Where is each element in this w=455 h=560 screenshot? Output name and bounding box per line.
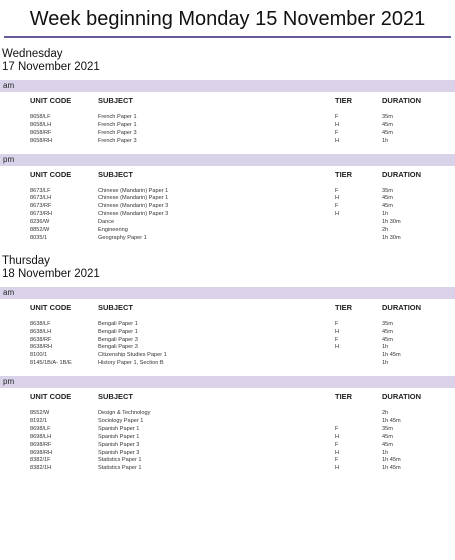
cell-subject: Statistics Paper 1 [98, 465, 142, 472]
day-weekday: Thursday [2, 254, 50, 267]
cell-duration: 45m [382, 203, 393, 210]
cell-duration: 35m [382, 425, 393, 432]
cell-tier [335, 235, 382, 243]
cell-unit-code: 8673/LF [30, 187, 51, 194]
cell-subject: Chinese (Mandarin) Paper 1 [98, 195, 169, 202]
session-band: am [0, 80, 455, 92]
cell-subject: Design & Technology [98, 410, 151, 417]
cell-subject: Sociology Paper 1 [98, 418, 144, 425]
cell-tier [335, 227, 382, 235]
cell-tier: F [335, 203, 339, 210]
table-row [0, 114, 455, 122]
cell-subject: Dance [98, 219, 115, 226]
header-tier: TIER [335, 302, 353, 312]
cell-tier: F [335, 425, 339, 432]
cell-unit-code: 8698/LH [30, 433, 52, 440]
cell-unit-code: 8638/RF [30, 336, 52, 343]
cell-duration: 45m [382, 129, 393, 136]
cell-subject: Statistics Paper 1 [98, 457, 142, 464]
header-duration: DURATION [382, 392, 422, 402]
cell-duration: 1h 45m [382, 418, 401, 425]
cell-duration: 45m [382, 336, 393, 343]
cell-unit-code: 8552/W [30, 410, 50, 417]
table-row [0, 211, 455, 219]
session-band: am [0, 287, 455, 299]
cell-unit-code: 8852/W [30, 227, 50, 234]
cell-duration: 1h [382, 137, 389, 144]
table-rows [0, 183, 455, 245]
cell-subject: History Paper 1, Section B [98, 360, 164, 367]
header-unit-code: UNIT CODE [30, 96, 72, 105]
cell-subject: Spanish Paper 1 [98, 425, 140, 432]
table-row [0, 457, 455, 465]
cell-tier [335, 219, 382, 227]
cell-unit-code: 8673/RH [30, 211, 53, 218]
timetable [0, 48, 455, 475]
table-header [0, 299, 455, 316]
day-heading [2, 255, 455, 281]
header-subject: SUBJECT [98, 392, 134, 402]
table-row [0, 219, 455, 227]
table-row [0, 235, 455, 243]
header-unit-code: UNIT CODE [30, 392, 72, 402]
cell-tier: F [335, 187, 339, 194]
cell-unit-code: 8145/1B/A- 1B/E [30, 360, 72, 367]
cell-duration: 1h [382, 344, 389, 351]
cell-tier [335, 352, 382, 360]
cell-unit-code: 8673/LH [30, 195, 52, 202]
cell-duration: 35m [382, 320, 393, 327]
cell-unit-code: 8236/W [30, 219, 50, 226]
table-row [0, 465, 455, 473]
table-row [0, 426, 455, 434]
table-rows [0, 316, 455, 370]
cell-unit-code: 8673/RF [30, 203, 52, 210]
cell-tier: H [335, 449, 340, 456]
cell-unit-code: 8658/LF [30, 114, 51, 120]
cell-tier: F [335, 336, 339, 343]
page-title: Week beginning Monday 15 November 2021 [4, 0, 451, 38]
table-rows [0, 405, 455, 475]
cell-tier: H [335, 211, 340, 218]
header-unit-code: UNIT CODE [30, 302, 72, 312]
table-row [0, 203, 455, 211]
table-row [0, 329, 455, 337]
cell-tier: H [335, 433, 340, 440]
cell-duration: 45m [382, 195, 393, 202]
cell-subject: Geography Paper 1 [98, 234, 147, 241]
cell-unit-code: 8658/RH [30, 137, 53, 144]
cell-duration: 1h 45m [382, 465, 401, 472]
header-subject: SUBJECT [98, 169, 134, 179]
table-row [0, 130, 455, 138]
cell-unit-code: 8698/RH [30, 449, 53, 456]
cell-duration: 1h [382, 360, 389, 367]
cell-duration: 1h 30m [382, 219, 401, 226]
table-row [0, 450, 455, 458]
cell-subject: Bengali Paper 1 [98, 320, 138, 327]
header-subject: SUBJECT [98, 96, 134, 105]
table-row [0, 321, 455, 329]
cell-unit-code: 8382/1H [30, 465, 52, 472]
day-date: 18 November 2021 [2, 267, 100, 280]
day-heading [2, 48, 455, 74]
cell-subject: Bengali Paper 1 [98, 328, 138, 335]
cell-unit-code: 8658/LH [30, 121, 52, 128]
cell-subject: Spanish Paper 3 [98, 441, 140, 448]
cell-subject: Spanish Paper 1 [98, 433, 140, 440]
cell-tier [335, 360, 382, 368]
cell-subject: Citizenship Studies Paper 1 [98, 352, 167, 359]
cell-duration: 45m [382, 441, 393, 448]
table-row [0, 442, 455, 450]
header-duration: DURATION [382, 302, 422, 312]
session-band: pm [0, 376, 455, 388]
cell-tier [335, 418, 382, 426]
cell-tier [335, 410, 382, 418]
header-unit-code: UNIT CODE [30, 169, 72, 179]
table-row [0, 195, 455, 203]
table-header [0, 166, 455, 183]
cell-tier: H [335, 344, 340, 351]
cell-subject: Chinese (Mandarin) Paper 1 [98, 187, 169, 194]
table-row [0, 360, 455, 368]
cell-subject: Chinese (Mandarin) Paper 3 [98, 203, 169, 210]
cell-unit-code: 8192/1 [30, 418, 48, 425]
cell-unit-code: 8638/LF [30, 320, 51, 327]
header-subject: SUBJECT [98, 302, 134, 312]
cell-tier: F [335, 320, 339, 327]
cell-tier: F [335, 441, 339, 448]
cell-duration: 2h [382, 227, 389, 234]
cell-subject: French Paper 1 [98, 114, 137, 120]
session-band: pm [0, 154, 455, 166]
cell-unit-code: 8658/RF [30, 129, 52, 136]
table-row [0, 227, 455, 235]
cell-duration: 2h [382, 410, 389, 417]
cell-tier: H [335, 137, 340, 144]
cell-unit-code: 8100/1 [30, 352, 48, 359]
header-duration: DURATION [382, 169, 422, 179]
cell-duration: 1h 45m [382, 457, 401, 464]
header-tier: TIER [335, 169, 353, 179]
cell-unit-code: 8382/1F [30, 457, 51, 464]
table-row [0, 418, 455, 426]
table-row [0, 344, 455, 352]
cell-duration: 1h 30m [382, 234, 401, 241]
cell-tier: F [335, 114, 339, 120]
cell-duration: 1h 45m [382, 352, 401, 359]
header-tier: TIER [335, 392, 353, 402]
table-row [0, 138, 455, 146]
table-row [0, 122, 455, 130]
cell-unit-code: 8638/LH [30, 328, 52, 335]
cell-subject: French Paper 1 [98, 121, 137, 128]
cell-subject: Bengali Paper 3 [98, 336, 138, 343]
cell-duration: 1h [382, 449, 389, 456]
cell-duration: 35m [382, 114, 393, 120]
cell-tier: F [335, 129, 339, 136]
cell-tier: H [335, 328, 340, 335]
cell-subject: Bengali Paper 3 [98, 344, 138, 351]
cell-subject: Spanish Paper 3 [98, 449, 140, 456]
cell-tier: F [335, 457, 339, 464]
cell-tier: H [335, 195, 340, 202]
cell-unit-code: 8035/1 [30, 234, 48, 241]
cell-duration: 35m [382, 187, 393, 194]
cell-duration: 45m [382, 121, 393, 128]
cell-duration: 45m [382, 328, 393, 335]
cell-tier: H [335, 121, 340, 128]
table-header [0, 388, 455, 405]
day-weekday: Wednesday [2, 48, 63, 60]
table-row [0, 434, 455, 442]
cell-subject: Chinese (Mandarin) Paper 3 [98, 211, 169, 218]
table-header [0, 92, 455, 109]
cell-unit-code: 8698/RF [30, 441, 52, 448]
table-row [0, 188, 455, 196]
cell-subject: French Paper 3 [98, 129, 137, 136]
header-tier: TIER [335, 96, 353, 105]
cell-duration: 45m [382, 433, 393, 440]
header-duration: DURATION [382, 96, 422, 105]
cell-subject: Engineering [98, 227, 128, 234]
cell-unit-code: 8638/RH [30, 344, 53, 351]
table-row [0, 410, 455, 418]
cell-subject: French Paper 3 [98, 137, 137, 144]
cell-unit-code: 8698/LF [30, 425, 51, 432]
day-date: 17 November 2021 [2, 61, 100, 73]
cell-tier: H [335, 465, 340, 472]
cell-duration: 1h [382, 211, 389, 218]
table-row [0, 337, 455, 345]
table-rows [0, 109, 455, 148]
table-row [0, 352, 455, 360]
